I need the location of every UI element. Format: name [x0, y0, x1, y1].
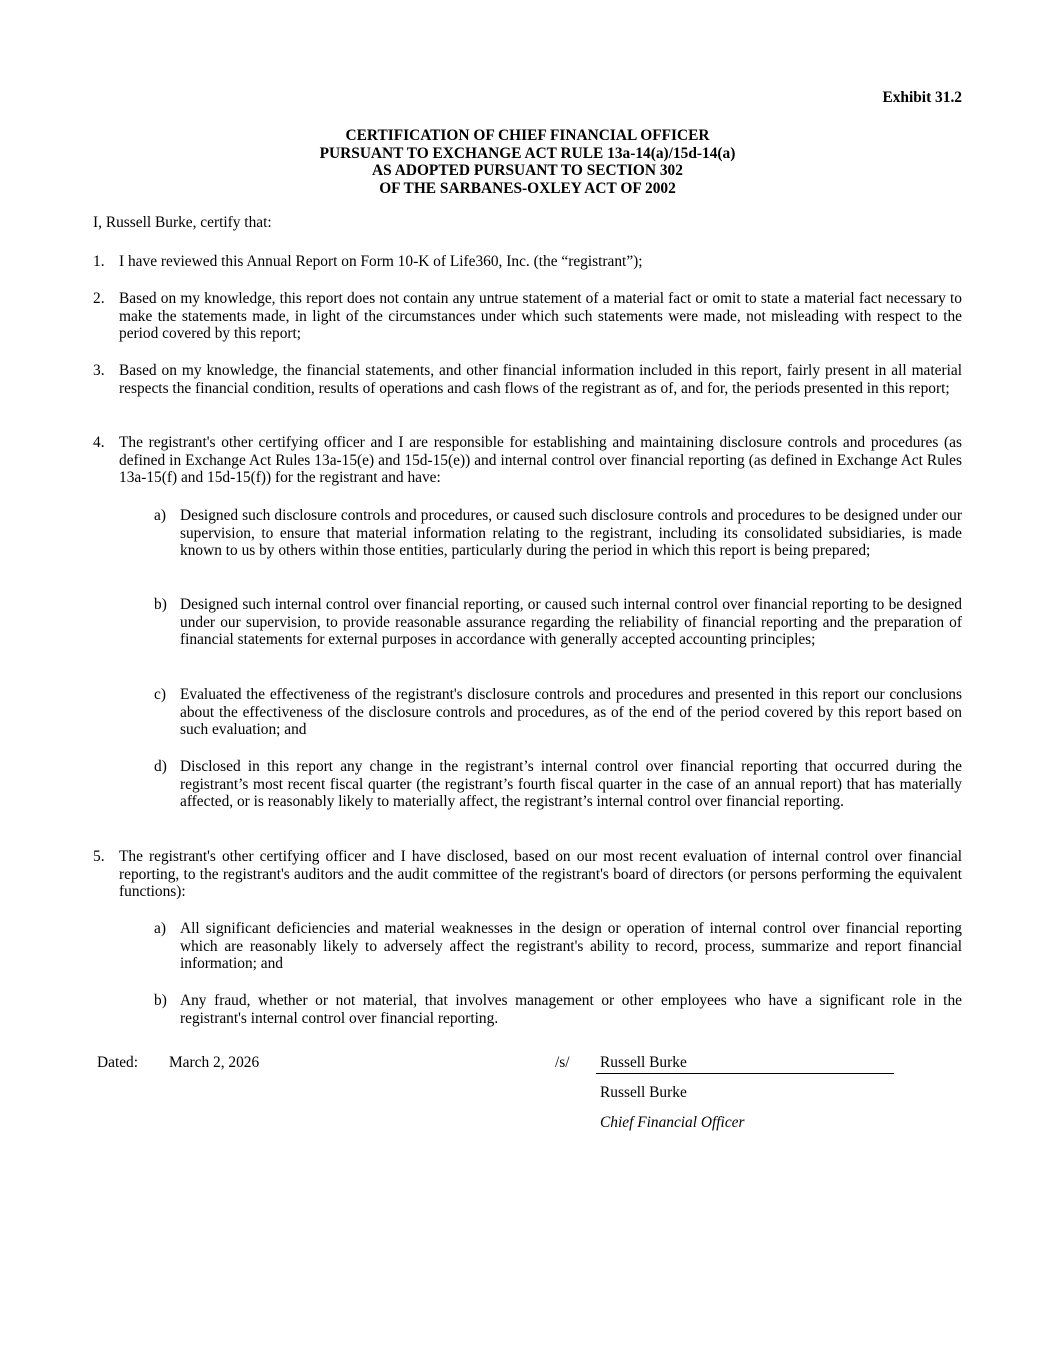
title-line: AS ADOPTED PURSUANT TO SECTION 302 [372, 162, 683, 179]
certification-item-3 [93, 362, 962, 397]
subitem-text: Designed such disclosure controls and procedures, or caused such disclosure controls and procedures to be designed under our supervision, to ensure that material information relating to the registrant, including its consolidated subsidiaries, is made known to us by others within those entities, particularly during the period in which this report is being prepared; [180, 507, 962, 559]
item-text: The registrant's other certifying officer and I are responsible for establishing and maintaining disclosure controls and procedures (as defined in Exchange Act Rules 13a-15(e) and 15d-15(e)) and internal control over financial reporting (as defined in Exchange Act Rules 13a-15(f) and 15d-15(f)) for the registrant and have: [119, 434, 962, 486]
item-number: 4. [93, 434, 105, 451]
subitem-text: All significant deficiencies and material weaknesses in the design or operation of internal control over financial reporting which are reasonably likely to adversely affect the registrant's ability to record, process, summarize and report financial information; and [180, 920, 962, 972]
item-number: 1. [93, 253, 105, 270]
officer-title: Chief Financial Officer [600, 1114, 745, 1131]
dated-value: March 2, 2026 [169, 1054, 260, 1071]
subitem-text: Disclosed in this report any change in the registrant’s internal control over financial reporting that occurred during the registrant’s most recent fiscal quarter (the registrant’s fourth fiscal quarter in the case of an annual report) that has materially affected, or is reasonably likely to materially affect, the registrant’s internal control over financial reporting. [180, 758, 962, 810]
item-number: 2. [93, 290, 105, 307]
item-number: 3. [93, 362, 105, 379]
subitem-letter: a) [154, 920, 166, 937]
certification-item-1 [93, 253, 962, 271]
subitem-text: Any fraud, whether or not material, that involves management or other employees who have a significant role in the registrant's internal control over financial reporting. [180, 992, 962, 1027]
certification-item-4 [93, 434, 962, 487]
printed-name: Russell Burke [600, 1084, 687, 1101]
title-line: CERTIFICATION OF CHIEF FINANCIAL OFFICER [345, 127, 710, 144]
item-4-subitem-d [154, 758, 962, 811]
subitem-letter: a) [154, 507, 166, 524]
subitem-letter: c) [154, 686, 166, 703]
item-5-subitem-a [154, 920, 962, 973]
certification-item-5 [93, 848, 962, 901]
subitem-letter: b) [154, 992, 167, 1009]
item-4-subitem-a [154, 507, 962, 560]
item-number: 5. [93, 848, 105, 865]
title-line: PURSUANT TO EXCHANGE ACT RULE 13a-14(a)/15d-14(a) [319, 144, 736, 162]
dated-label: Dated: [97, 1054, 139, 1071]
subitem-text: Designed such internal control over financial reporting, or caused such internal control over financial reporting to be designed under our supervision, to provide reasonable assurance regarding the reliability of financial reporting and the preparation of financial statements for external purposes in accordance with generally accepted accounting principles; [180, 596, 962, 648]
subitem-letter: d) [154, 758, 167, 775]
exhibit-label: Exhibit 31.2 [882, 89, 962, 106]
subitem-text: Evaluated the effectiveness of the registrant's disclosure controls and procedures and presented in this report our conclusions about the effectiveness of the disclosure controls and procedures, as of the end of the period covered by this report based on such evaluation; and [180, 686, 962, 738]
item-text: Based on my knowledge, the financial statements, and other financial information included in this report, fairly present in all material respects the financial condition, results of operations and cash flows of the registrant as of, and for, the periods presented in this report; [119, 362, 962, 397]
certification-item-2 [93, 290, 962, 343]
document-title [93, 127, 962, 197]
item-5-subitem-b [154, 992, 962, 1027]
subitem-letter: b) [154, 596, 167, 613]
item-text: I have reviewed this Annual Report on Form 10-K of Life360, Inc. (the “registrant”); [119, 253, 643, 270]
title-line: OF THE SARBANES-OXLEY ACT OF 2002 [379, 179, 676, 197]
item-4-subitem-c [154, 686, 962, 739]
intro-statement: I, Russell Burke, certify that: [93, 214, 272, 231]
signature-row [97, 1054, 897, 1074]
item-4-subitem-b [154, 596, 962, 649]
signed-name: Russell Burke [600, 1054, 687, 1071]
item-text: Based on my knowledge, this report does not contain any untrue statement of a material fact or omit to state a material fact necessary to make the statements made, in light of the circumstances under which such statements were made, not misleading with respect to the period covered by this report; [119, 290, 962, 342]
signature-line [596, 1054, 894, 1074]
signature-mark: /s/ [555, 1054, 570, 1071]
item-text: The registrant's other certifying officer and I have disclosed, based on our most recent evaluation of internal control over financial reporting, to the registrant's auditors and the audit committee of the registrant's board of directors (or persons performing the equivalent functions): [119, 848, 962, 900]
